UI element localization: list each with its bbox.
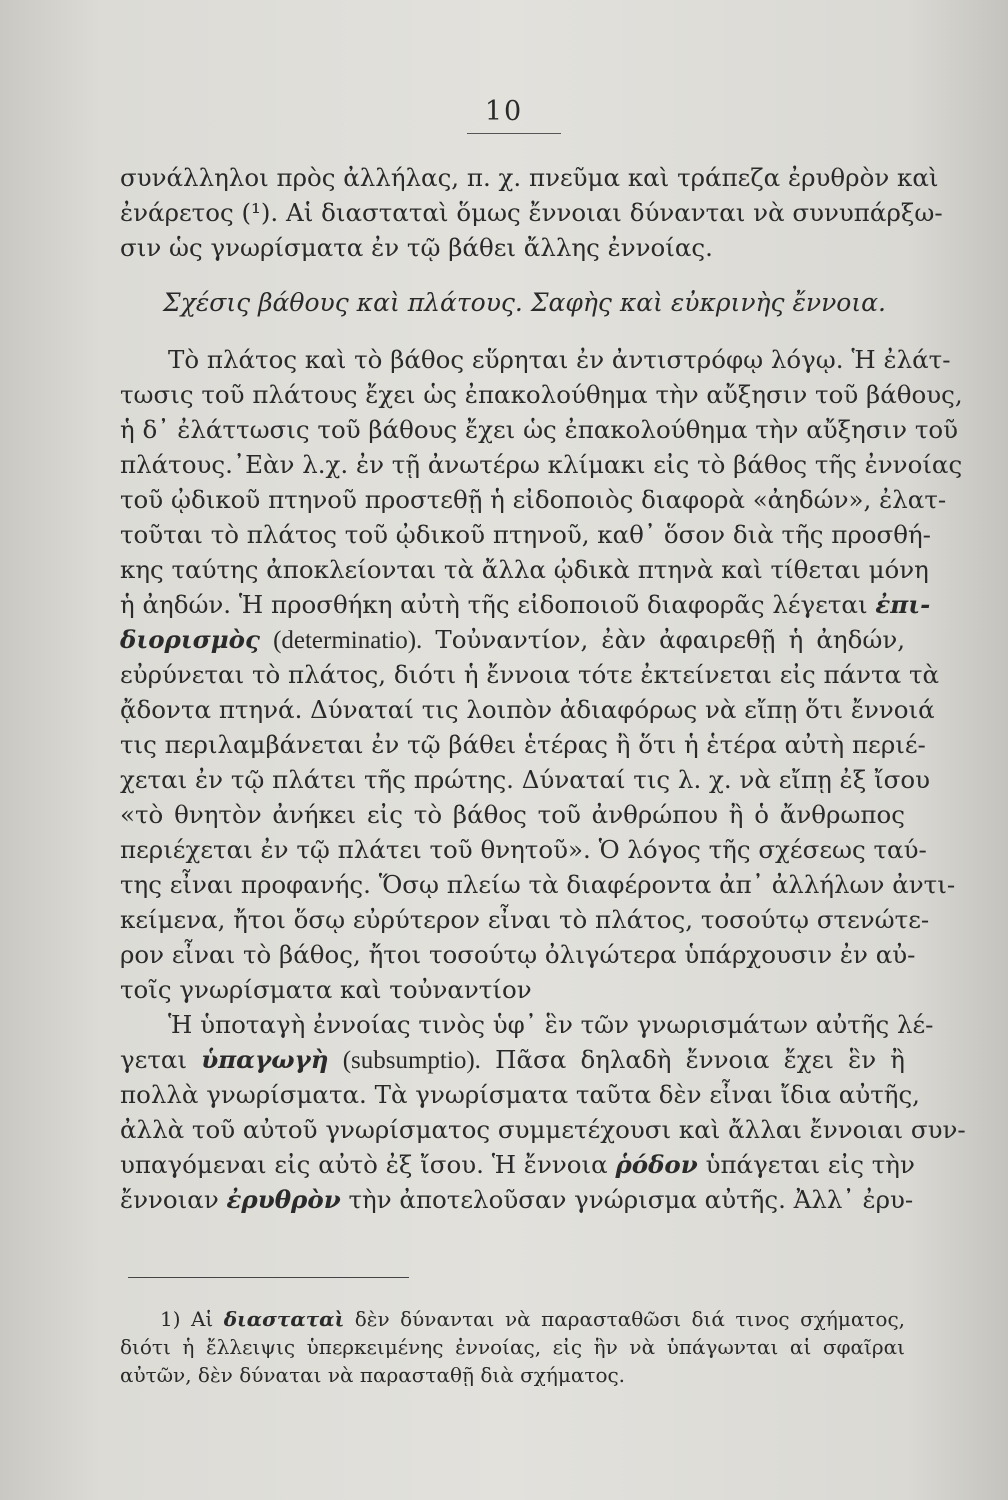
- text-line: τοῦ ᾠδικοῦ πτηνοῦ προστεθῇ ἡ εἰδοποιὸς διαφορὰ «ἀηδών», ἐλατ-: [120, 485, 947, 514]
- line-segment: γεται: [120, 1045, 188, 1074]
- page-number: 10: [484, 96, 524, 127]
- term-erythron: ἐρυθρὸν: [226, 1185, 341, 1214]
- footnote: [120, 1305, 905, 1389]
- line-segment: υπαγόμεναι εἰς αὐτὸ ἐξ ἴσου. Ἡ ἔννοια: [120, 1150, 608, 1179]
- line-segment: τὴν ἀποτελοῦσαν γνώρισμα αὐτῆς. Ἀλλ᾽ ἐρυ-: [348, 1185, 914, 1214]
- text-line: τοῦται τὸ πλάτος τοῦ ᾠδικοῦ πτηνοῦ, καθ᾽ ὅσον διὰ τῆς προσθή-: [120, 520, 931, 549]
- text-line: [120, 622, 905, 657]
- line-segment: ὑπάγεται εἰς τὴν: [705, 1150, 915, 1179]
- text-line: ρον εἶναι τὸ βάθος, ἤτοι τοσούτῳ ὀλιγώτερα ὑπάρχουσιν ἐν αὐ-: [120, 940, 916, 969]
- footnote-marker: 1) Αἱ: [160, 1307, 214, 1331]
- text-line: εὐρύνεται τὸ πλάτος, διότι ἡ ἔννοια τότε ἐκτείνεται εἰς πάντα τὰ: [120, 660, 940, 689]
- term-epidiorismos: ἐπι-: [875, 590, 931, 619]
- text-line: ἐνάρετος (¹). Αἱ διασταταὶ ὅμως ἔννοιαι δύνανται νὰ συνυπάρξω-: [120, 198, 943, 227]
- text-line: [120, 1147, 915, 1182]
- text-line: Τὸ πλάτος καὶ τὸ βάθος εὕρηται ἐν ἀντιστρόφῳ λόγῳ. Ἡ ἐλάτ-: [168, 345, 951, 374]
- footnote-line: διότι ἡ ἔλλειψις ὑπερκειμένης ἐννοίας, εἰς ἣν νὰ ὑπάγωνται αἱ σφαῖραι: [120, 1335, 905, 1359]
- text-line: της εἶναι προφανής. Ὅσῳ πλείω τὰ διαφέροντα ἀπ᾽ ἀλλήλων ἀντι-: [120, 870, 956, 899]
- text-line: τοῖς γνωρίσματα καὶ τοὐναντίον: [120, 975, 532, 1004]
- term-diastatai: διασταταὶ: [223, 1307, 345, 1331]
- text-line: συνάλληλοι πρὸς ἀλλήλας, π. χ. πνεῦμα καὶ τράπεζα ἐρυθρὸν καὶ: [120, 163, 939, 192]
- latin-term: (determinatio).: [273, 627, 423, 654]
- text-line: [120, 1042, 905, 1077]
- term-epidiorismos-end: διορισμὸς: [120, 625, 260, 654]
- line-segment: ἔννοιαν: [120, 1185, 219, 1214]
- line-segment: δὲν δύνανται νὰ παρασταθῶσι διά τινος σχήματος,: [354, 1307, 906, 1331]
- section-heading: Σχέσις βάθους καὶ πλάτους. Σαφὴς καὶ εὐκρινὴς ἔννοια.: [163, 288, 886, 317]
- latin-term: (subsumptio).: [342, 1047, 481, 1074]
- text-line: τωσις τοῦ πλάτους ἔχει ὡς ἐπακολούθημα τὴν αὔξησιν τοῦ βάθους,: [120, 380, 963, 409]
- text-line: ἀλλὰ τοῦ αὐτοῦ γνωρίσματος συμμετέχουσι καὶ ἄλλαι ἔννοιαι συν-: [120, 1115, 966, 1144]
- text-line: [120, 1182, 914, 1217]
- text-line: ᾄδοντα πτηνά. Δύναταί τις λοιπὸν ἀδιαφόρως νὰ εἴπῃ ὅτι ἔννοιά: [120, 695, 935, 724]
- term-hypagoge: ὑπαγωγὴ: [201, 1045, 329, 1074]
- line-segment: Πᾶσα δηλαδὴ ἔννοια ἔχει ἓν ἢ: [495, 1045, 905, 1074]
- paragraph-2: [120, 342, 963, 1007]
- text-line: τις περιλαμβάνεται ἐν τῷ βάθει ἑτέρας ἢ ὅτι ἡ ἑτέρα αὐτὴ περιέ-: [120, 730, 926, 759]
- section-heading-block: [120, 276, 905, 330]
- text-line: πλάτους.᾽Εὰν λ.χ. ἐν τῇ ἀνωτέρω κλίμακι εἰς τὸ βάθος τῆς ἐννοίας: [120, 450, 963, 479]
- term-rhodon: ῥόδον: [615, 1150, 698, 1179]
- text-line: σιν ὡς γνωρίσματα ἐν τῷ βάθει ἄλλης ἐννοίας.: [120, 233, 713, 262]
- paragraph-3: [120, 1007, 966, 1217]
- text-line: κης ταύτης ἀποκλείονται τὰ ἄλλα ᾠδικὰ πτηνὰ καὶ τίθεται μόνη: [120, 555, 929, 584]
- text-line: ἡ δ᾽ ἐλάττωσις τοῦ βάθους ἔχει ὡς ἐπακολούθημα τὴν αὔξησιν τοῦ: [120, 415, 959, 444]
- text-line: Ἡ ὑποταγὴ ἐννοίας τινὸς ὑφ᾽ ἓν τῶν γνωρισμάτων αὐτῆς λέ-: [168, 1010, 934, 1039]
- paragraph-1: [120, 160, 943, 265]
- footnote-line: αὐτῶν, δὲν δύναται νὰ παρασταθῇ διὰ σχήματος.: [120, 1363, 626, 1387]
- text-line: χεται ἐν τῷ πλάτει τῆς πρώτης. Δύναταί τις λ. χ. νὰ εἴπῃ ἐξ ἴσου: [120, 765, 930, 794]
- text-line: «τὸ θνητὸν ἀνήκει εἰς τὸ βάθος τοῦ ἀνθρώπου ἢ ὁ ἄνθρωπος: [120, 800, 905, 829]
- line-segment: Τοὐναντίον, ἐὰν ἀφαιρεθῇ ἡ ἀηδών,: [435, 625, 905, 654]
- text-line: πολλὰ γνωρίσματα. Τὰ γνωρίσματα ταῦτα δὲν εἶναι ἴδια αὐτῆς,: [120, 1080, 920, 1109]
- footnote-line: [120, 1305, 905, 1333]
- header-rule: [467, 133, 561, 134]
- footnote-rule: [128, 1277, 409, 1278]
- text-line: περιέχεται ἐν τῷ πλάτει τοῦ θνητοῦ». Ὁ λόγος τῆς σχέσεως ταύ-: [120, 835, 927, 864]
- text-line: [120, 587, 931, 622]
- line-segment: ἡ ἀηδών. Ἡ προσθήκη αὐτὴ τῆς εἰδοποιοῦ διαφορᾶς λέγεται: [120, 590, 868, 619]
- text-line: κείμενα, ἤτοι ὅσῳ εὐρύτερον εἶναι τὸ πλάτος, τοσούτῳ στενώτε-: [120, 905, 930, 934]
